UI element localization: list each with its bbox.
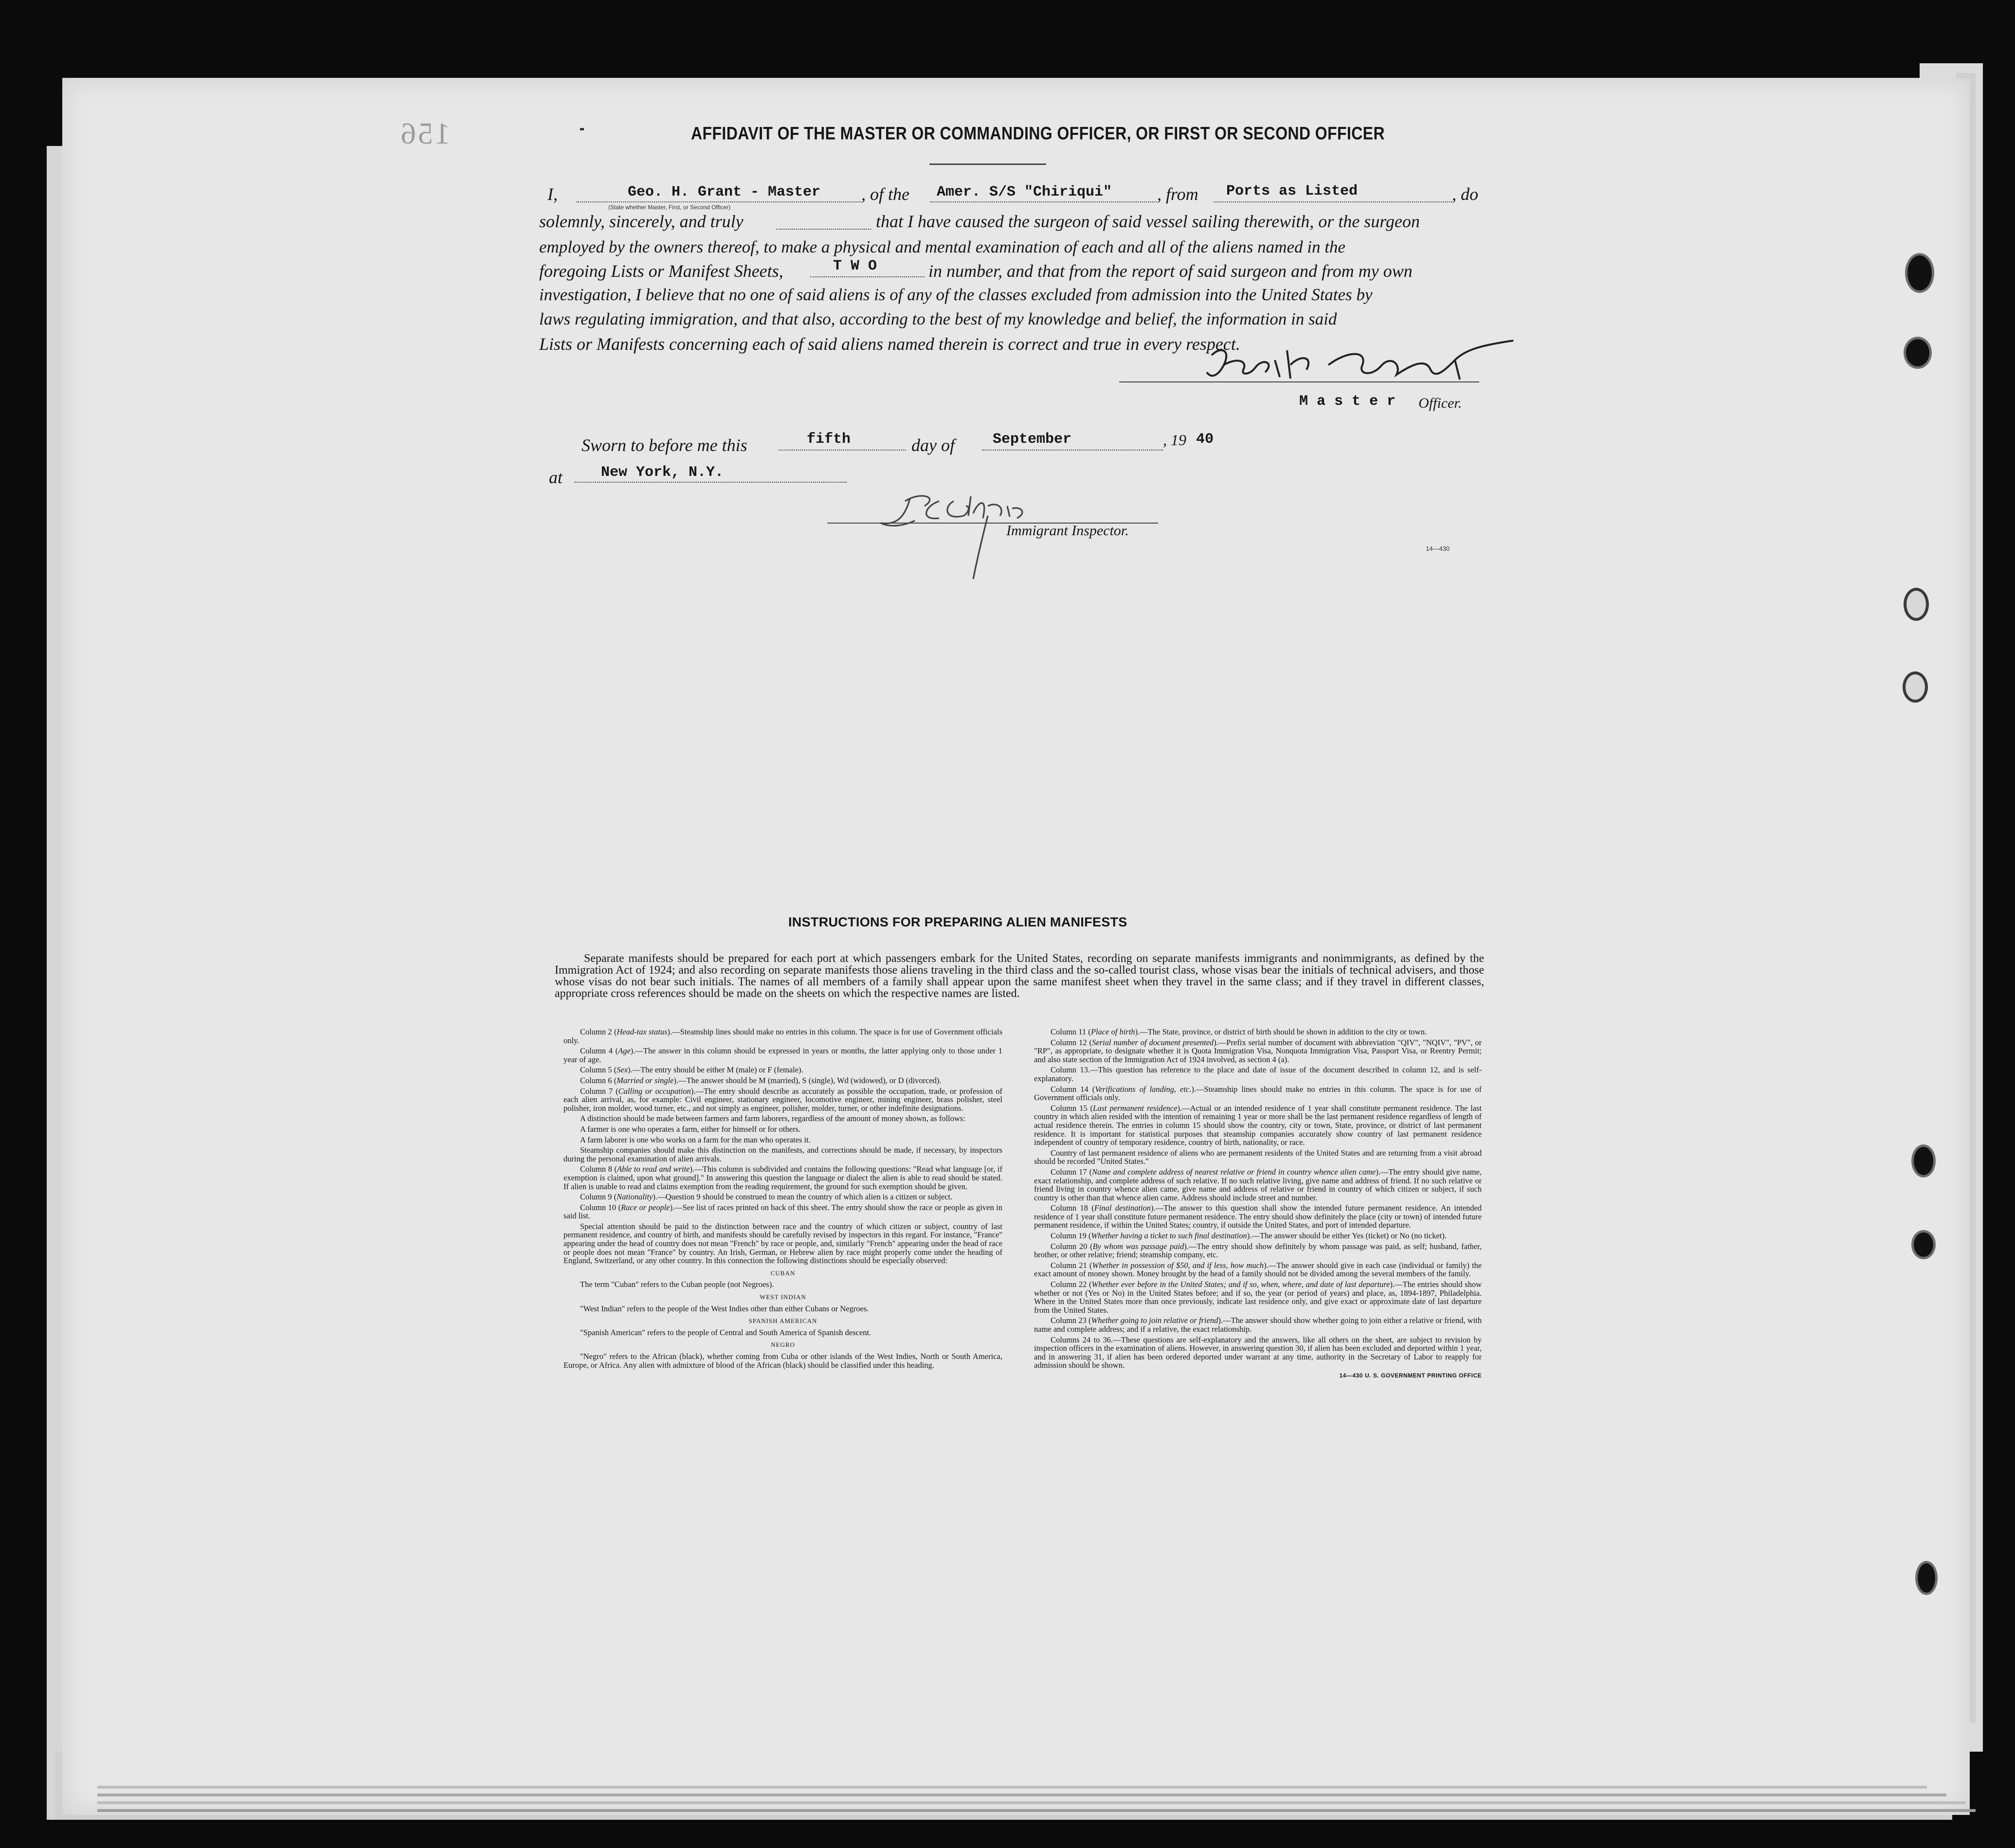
negro-definition: "Negro" refers to the African (black), whether coming from Cuba or other islands of the West Indies, North or South America, Europe, or Africa. Any alien with admixture of blood of the African (black) should be classified under this heading. xyxy=(563,1352,1002,1370)
departure-ports: Ports as Listed xyxy=(1226,183,1358,199)
cuban-definition: The term "Cuban" refers to the Cuban people (not Negroes). xyxy=(580,1280,774,1289)
affidavit-do: , do xyxy=(1452,184,1478,204)
sworn-prefix: Sworn to before me this xyxy=(581,435,747,455)
sworn-year: 40 xyxy=(1196,431,1214,448)
place-underline xyxy=(574,482,847,483)
heading-spanish-american: SPANISH AMERICAN xyxy=(748,1317,817,1325)
place-prefix: at xyxy=(549,468,563,487)
affidavit-prefix-i: I, xyxy=(547,184,558,204)
stacked-page-edges xyxy=(97,1776,1985,1820)
heading-negro: NEGRO xyxy=(771,1341,795,1349)
officer-name-underline xyxy=(577,201,861,202)
instruction-item: Column 8 (Able to read and write).—This column is subdivided and contains the following questions: "Read what language [or, if exemption is claimed, upon what ground]." In answering this question the language or dialect the alien is able to read should be stated. If alien is unable to read and claims exemption from the reading requirement, the ground for such exemption should be given. xyxy=(563,1164,1002,1191)
affidavit-line-4b: in number, and that from the report of said surgeon and from my own xyxy=(928,261,1413,281)
oath-blank xyxy=(776,229,871,230)
page-number-stamp: 156 xyxy=(399,117,450,150)
instruction-item: A farm laborer is one who works on a farm for the man who operates it. xyxy=(580,1135,811,1144)
instruction-item: Column 6 (Married or single).—The answer should be M (married), S (single), Wd (widowed), or D (divorced). xyxy=(580,1075,942,1085)
instruction-item: Column 10 (Race or people).—See list of races printed on back of this sheet. The entry should show the race or people as given in said list. xyxy=(563,1202,1002,1221)
instruction-item: Column 4 (Age).—The answer in this column should be expressed in years or months, the latter applying only to those under 1 year of age. xyxy=(563,1046,1002,1064)
officer-name: Geo. H. Grant - Master xyxy=(628,184,821,200)
instruction-item: A distinction should be made between farmers and farm laborers, regardless of the amount of money shown, as follows: xyxy=(580,1114,965,1123)
instruction-item: Columns 24 to 36.—These questions are self-explanatory and the answers, like all others on the sheet, are subject to revision by inspection officers in the examination of aliens. However, in answering question 30, if alien has been excluded and deported within 1 year, and in answering 31, if alien has been ordered deported under warrant at any time, authority in the Secretary of Labor to reapply for admission should be shown. xyxy=(1034,1335,1482,1370)
sworn-month-underline xyxy=(982,450,1163,451)
alien-count: T W O xyxy=(833,258,877,274)
instruction-item: Column 7 (Calling or occupation).—The entry should describe as accurately as possible the occupation, trade, or profession of each alien arrival, as, for example: Civil engineer, stationary engineer, locomotive engineer, mining engineer, brass polisher, steel polisher, iron molder, wood turner, etc., and not simply as engineer, polisher, molder, turner, or other indefinite designations. xyxy=(563,1086,1003,1113)
affidavit-line-4a: foregoing Lists or Manifest Sheets, xyxy=(539,261,783,281)
instruction-item: Steamship companies should make this distinction on the manifests, and corrections should be made, if necessary, by inspectors during the personal examination of alien arrivals. xyxy=(563,1145,1002,1163)
instructions-left-column xyxy=(563,1028,1002,1371)
sworn-day: fifth xyxy=(807,431,851,448)
heading-cuban: CUBAN xyxy=(770,1269,796,1277)
officer-label: Officer. xyxy=(1418,395,1462,411)
instruction-item: Column 18 (Final destination).—The answer to this question shall show the intended future permanent residence. An intended residence of 1 year shall constitute future permanent residence. The entry should show definitely the place (city or town) of intended future permanent residence, if within the United States; country, if outside the United States, and port of intended departure. xyxy=(1034,1203,1482,1230)
binding-hole xyxy=(1904,588,1929,621)
affidavit-line-5: investigation, I believe that no one of said aliens is of any of the classes excluded from admission into the United States by xyxy=(539,285,1373,304)
instruction-item: Column 15 (Last permanent residence).—Actual or an intended residence of 1 year shall constitute permanent residence. The last country in which alien resided with the intention of remaining 1 year or more shall be the last permanent residence regardless of length of actual residence therein. The entries in column 15 should show the country, city or town, State, province, or district of last permanent residence. It is important for statistical purposes that steamship companies accurately show country of last permanent residence independent of country of temporary residence, country of birth, nationality, or race. xyxy=(1034,1103,1482,1147)
printing-office: U. S. GOVERNMENT PRINTING OFFICE xyxy=(1364,1372,1482,1379)
binding-hole xyxy=(1911,1230,1936,1259)
affidavit-line-6: laws regulating immigration, and that also, according to the best of my knowledge and belief, the information in said xyxy=(539,309,1337,328)
affidavit-line-7: Lists or Manifests concerning each of said aliens named therein is correct and true in every respect. xyxy=(539,334,1240,354)
form-code-top: 14—430 xyxy=(1426,545,1450,552)
instruction-item: Column 11 (Place of birth).—The State, province, or district of birth should be shown in addition to the city or town. xyxy=(1051,1027,1427,1036)
instructions-right-column xyxy=(1034,1028,1482,1382)
affidavit-line-2a: solemnly, sincerely, and truly xyxy=(539,212,744,231)
vessel-name-underline xyxy=(930,201,1157,202)
form-code-bottom: 14—430 xyxy=(1339,1372,1363,1379)
alien-count-underline xyxy=(810,276,925,277)
instruction-item: A farmer is one who operates a farm, either for himself or for others. xyxy=(580,1124,801,1134)
affidavit-from: , from xyxy=(1157,184,1198,204)
instruction-item: Column 17 (Name and complete address of nearest relative or friend in country whence alien came).—The entry should give name, exact relationship, and complete address of such relative. If no such relative living, give name and address of friend. If no such relative or friend living in country whence alien came, give name and address of relative or friend in country of which citizen or subject, if such country is other than that whence alien came. Address should include street and number. xyxy=(1034,1167,1482,1202)
instruction-item: Column 14 (Verifications of landing, etc.).—Steamship lines should make no entries in this column. The space is for use of Government officials only. xyxy=(1034,1084,1482,1103)
departure-ports-underline xyxy=(1214,201,1452,202)
affidavit-line-2b: that I have caused the surgeon of said vessel sailing therewith, or the surgeon xyxy=(876,212,1420,231)
instructions-title: INSTRUCTIONS FOR PREPARING ALIEN MANIFESTS xyxy=(788,915,1127,929)
instruction-item: Column 9 (Nationality).—Question 9 should be construed to mean the country of which alien is a citizen or subject. xyxy=(580,1192,953,1202)
rank-caption: (State whether Master, First, or Second Officer) xyxy=(608,204,731,211)
instruction-item: Column 13.—This question has reference to the place and date of issue of the document described in column 12, and is self-explanatory. xyxy=(1034,1065,1482,1083)
instruction-item: Column 5 (Sex).—The entry should be either M (male) or F (female). xyxy=(580,1065,803,1075)
affidavit-title: AFFIDAVIT OF THE MASTER OR COMMANDING OFFICER, OR FIRST OR SECOND OFFICER xyxy=(691,123,1385,144)
sworn-day-underline xyxy=(779,450,906,451)
binding-hole xyxy=(1904,337,1932,369)
vessel-name: Amer. S/S "Chiriqui" xyxy=(937,184,1112,200)
sworn-day-of: day of xyxy=(911,435,955,455)
instruction-item: Column 20 (By whom was passage paid).—The entry should show definitely by whom passage was paid, as self; husband, father, brother, or other relative; friend; steamship company, etc. xyxy=(1034,1241,1482,1260)
place-value: New York, N.Y. xyxy=(601,464,724,481)
title-rule xyxy=(929,163,1046,165)
binding-hole xyxy=(1911,1144,1936,1178)
instruction-item: Column 12 (Serial number of document presented).—Prefix serial number of document with abbreviation "QIV", "NQIV", "PV", or "RP", as appropriate, to designate whether it is Quota Immigration Visa, Nonquota Immigration Visa, Passport Visa, or Reentry Permit; and also state section of the Immigration Act of 1924 involved, as section 4 (a). xyxy=(1034,1037,1482,1064)
instructions-intro: Separate manifests should be prepared for each port at which passengers embark for the United States, recording on separate manifests immigrants and nonimmigrants, as defined by the Immigration Act of 1924; and also recording on separate manifests those aliens traveling in the third class and the so-called tourist class, whose visas bear the initials of technical advisers, and those whose visas do not bear such initials. The names of all members of a family shall appear upon the same manifest sheet when they travel in the same class; and if they travel in different classes, appropriate cross references should be made on the sheets on which the respective names are listed. xyxy=(555,952,1484,1000)
binding-hole xyxy=(1915,1561,1938,1595)
west-indian-definition: "West Indian" refers to the people of the West Indies other than either Cubans or Negroes. xyxy=(580,1304,869,1313)
affidavit-line-3: employed by the owners thereof, to make a physical and mental examination of each and all of the aliens named in the xyxy=(539,237,1345,256)
spanish-american-definition: "Spanish American" refers to the people of Central and South America of Spanish descent. xyxy=(580,1327,871,1337)
sworn-month: September xyxy=(993,431,1072,448)
binding-hole xyxy=(1905,253,1934,293)
printing-office-line xyxy=(1034,1371,1482,1380)
affidavit-of-the: , of the xyxy=(861,184,909,204)
instruction-item: Column 22 (Whether ever before in the United States; and if so, when, where, and date of last departure).—The entries should show whether or not (Yes or No) in the United States before; and if so, the year (or period of years) and place, as, 1894-1897, Philadelphia. Where in the United States more than once previously, indicate last residence only, and give exact or approximate date of last departure from the United States. xyxy=(1034,1280,1482,1315)
instruction-item: Country of last permanent residence of aliens who are permanent residents of the United States and are returning from a visit abroad should be recorded "United States." xyxy=(1034,1148,1482,1166)
instruction-item: Special attention should be paid to the distinction between race and the country of which citizen or subject, country of last permanent residence, and country of birth, and manifests should be carefully revised by inspectors in this regard. For instance, "France" appearing under the head of country does not mean "French" by race or people, and, similarly "French" appearing under the head of race or people does not mean "France" by country. An Irish, German, or Hebrew alien by race might properly come under the heading of England, Switzerland, or any other country. In this connection the following distinctions should be especially observed: xyxy=(563,1221,1003,1266)
instruction-item: Column 21 (Whether in possession of $50, and if less, how much).—The answer should give in each case (individual or family) the exact amount of money shown. Money brought by the head of a family should not be divided among the several members of the family. xyxy=(1034,1260,1482,1279)
master-signature-line xyxy=(1119,381,1479,382)
binding-hole xyxy=(1903,671,1928,703)
instruction-item: Column 19 (Whether having a ticket to such final destination).—The answer should be either Yes (ticket) or No (no ticket). xyxy=(1051,1231,1447,1241)
instruction-item: Column 2 (Head-tax status).—Steamship lines should make no entries in this column. The space is for use of Government officials only. xyxy=(563,1027,1002,1045)
officer-rank: M a s t e r xyxy=(1299,393,1396,410)
sworn-year-prefix: , 19 xyxy=(1163,431,1186,449)
tick-mark xyxy=(580,128,584,130)
inspector-label: Immigrant Inspector. xyxy=(1006,523,1129,539)
heading-west-indian: WEST INDIAN xyxy=(760,1293,806,1301)
instruction-item: Column 23 (Whether going to join relative or friend).—The answer should show whether going to join either a relative or friend, with name and complete address; and if a relative, the exact relationship. xyxy=(1034,1316,1482,1334)
